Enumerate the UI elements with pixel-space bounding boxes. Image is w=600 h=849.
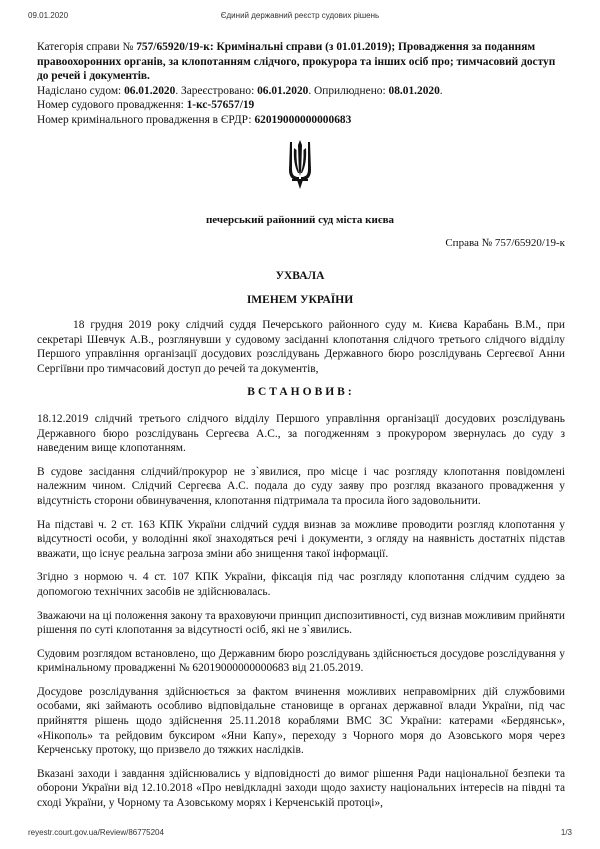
body-paragraph: Зважаючи на ці положення закону та враховуючи принцип диспозитивності, суд визнав можливим прийняти рішення по суті клопотання за відсутності осіб, які не з`явились. (37, 609, 565, 637)
print-site-title: Єдиний державний реєстр судових рішень (220, 11, 380, 20)
body-paragraph: Згідно з нормою ч. 4 ст. 107 КПК України, фіксація під час розгляду клопотання слідчим суддею за допомогою технічних засобів не здійснювалась. (37, 571, 565, 598)
body-paragraph: 18.12.2019 слідчий третього слідчого відділу Першого управління організації досудових розслідувань Державного бюро розслідувань Сергеєва А.С., за погодженням з прокурором звернулась до суду з наведеним вище клопотанням. (37, 412, 565, 455)
intro-paragraph: 18 грудня 2019 року слідчий суддя Печерського районного суду м. Києва Карабань В.М., при секретарі Шевчук А.В., розглянувши у судовому засіданні клопотання слідчого третього слідчого відділу Першого управління організації досудових розслідувань Державного бюро розслідувань Сергеєвої Анни Сергіївни про тимчасовий доступ до речей та документів, (37, 319, 565, 375)
court-proceeding-line: Номер судового провадження: 1-кс-57657/19 (37, 99, 255, 111)
established-heading: ВСТАНОВИВ: (247, 386, 355, 399)
registered-date: 06.01.2020 (257, 84, 309, 97)
case-number: Справа № 757/65920/19-к (445, 237, 565, 249)
print-date: 09.01.2020 (28, 11, 69, 20)
case-metadata (37, 40, 565, 127)
dates-line: Надіслано судом: 06.01.2020. Зареєстровано: 06.01.2020. Оприлюднено: 08.01.2020. (37, 84, 443, 97)
court-proceeding-number: 1-кс-57657/19 (186, 99, 255, 111)
category-line: Категорія справи № 757/65920/19-к: Кримінальні справи (з 01.01.2019); Провадження за поданням правоохоронних органів, за клопотанням слідчого, прокурора та інших осіб про; тимчасовий доступ до речей і документів. (37, 41, 556, 82)
body-paragraph: Вказані заходи і завдання здійснювались у відповідності до вимог рішення Ради національної безпеки та оборони України від 12.10.2018 «Про невідкладні заходи щодо захисту національних інтересів на півдні та сході України, у Чорному та Азовському морях і Керченській протоці», (37, 767, 565, 810)
criminal-proceeding-number: 62019000000000683 (254, 113, 352, 126)
page-number: 1/3 (560, 828, 572, 837)
criminal-proceeding-line: Номер кримінального провадження в ЄРДР: 62019000000000683 (37, 113, 352, 126)
browser-print-footer (28, 828, 572, 837)
document-title: УХВАЛА (275, 270, 325, 282)
document-url[interactable]: reyestr.court.gov.ua/Review/86775204 (28, 828, 164, 837)
trident-icon (287, 140, 313, 190)
document-subtitle: ІМЕНЕМ УКРАЇНИ (246, 294, 354, 306)
body-paragraph: На підставі ч. 2 ст. 163 КПК України слідчий суддя визнав за можливе проводити розгляд клопотання у відсутності особи, у володінні якої знаходяться речі і документи, з огляду на наявність достатніх підстав вважати, що існує реальна загроза зміни або знищення такої інформації. (37, 518, 565, 560)
published-date: 08.01.2020 (388, 84, 440, 97)
body-paragraph: В судове засідання слідчий/прокурор не з`явилися, про місце і час розгляду клопотання повідомлені належним чином. Слідчий Сергеєва А.С. подала до суду заяву про розгляд вказаного провадження у відсутність сторони обвинувачення, клопотання підтримала та просила його задовольнити. (37, 465, 565, 507)
court-name: печерський районний суд міста києва (205, 214, 395, 226)
body-paragraph: Досудове розслідування здійснюється за фактом вчинення можливих неправомірних дій службовими особами, які займають особливо відповідальне становище в органах державної влади України, під час прийняття рішень щодо здійснення 25.11.2018 кораблями ВМС ЗС України: катерами «Бердянськ», «Нікополь» та рейдовим буксиром «Яни Капу», переходу з Чорного моря до Азовського моря через Керченську протоку, що призвело до тяжких наслідків. (37, 685, 565, 757)
category-value: 757/65920/19-к: Кримінальні справи (з 01.01.2019); Провадження за поданням правоохоронних органів, за клопотанням слідчого, прокурора та інших осіб про; тимчасовий доступ до речей і документів. (37, 41, 556, 82)
document-body (37, 318, 565, 820)
sent-date: 06.01.2020 (124, 84, 176, 97)
body-paragraph: Судовим розглядом встановлено, що Державним бюро розслідувань здійснюється досудове розслідування у кримінальному провадженні № 62019000000000683 від 21.05.2019. (37, 647, 565, 675)
